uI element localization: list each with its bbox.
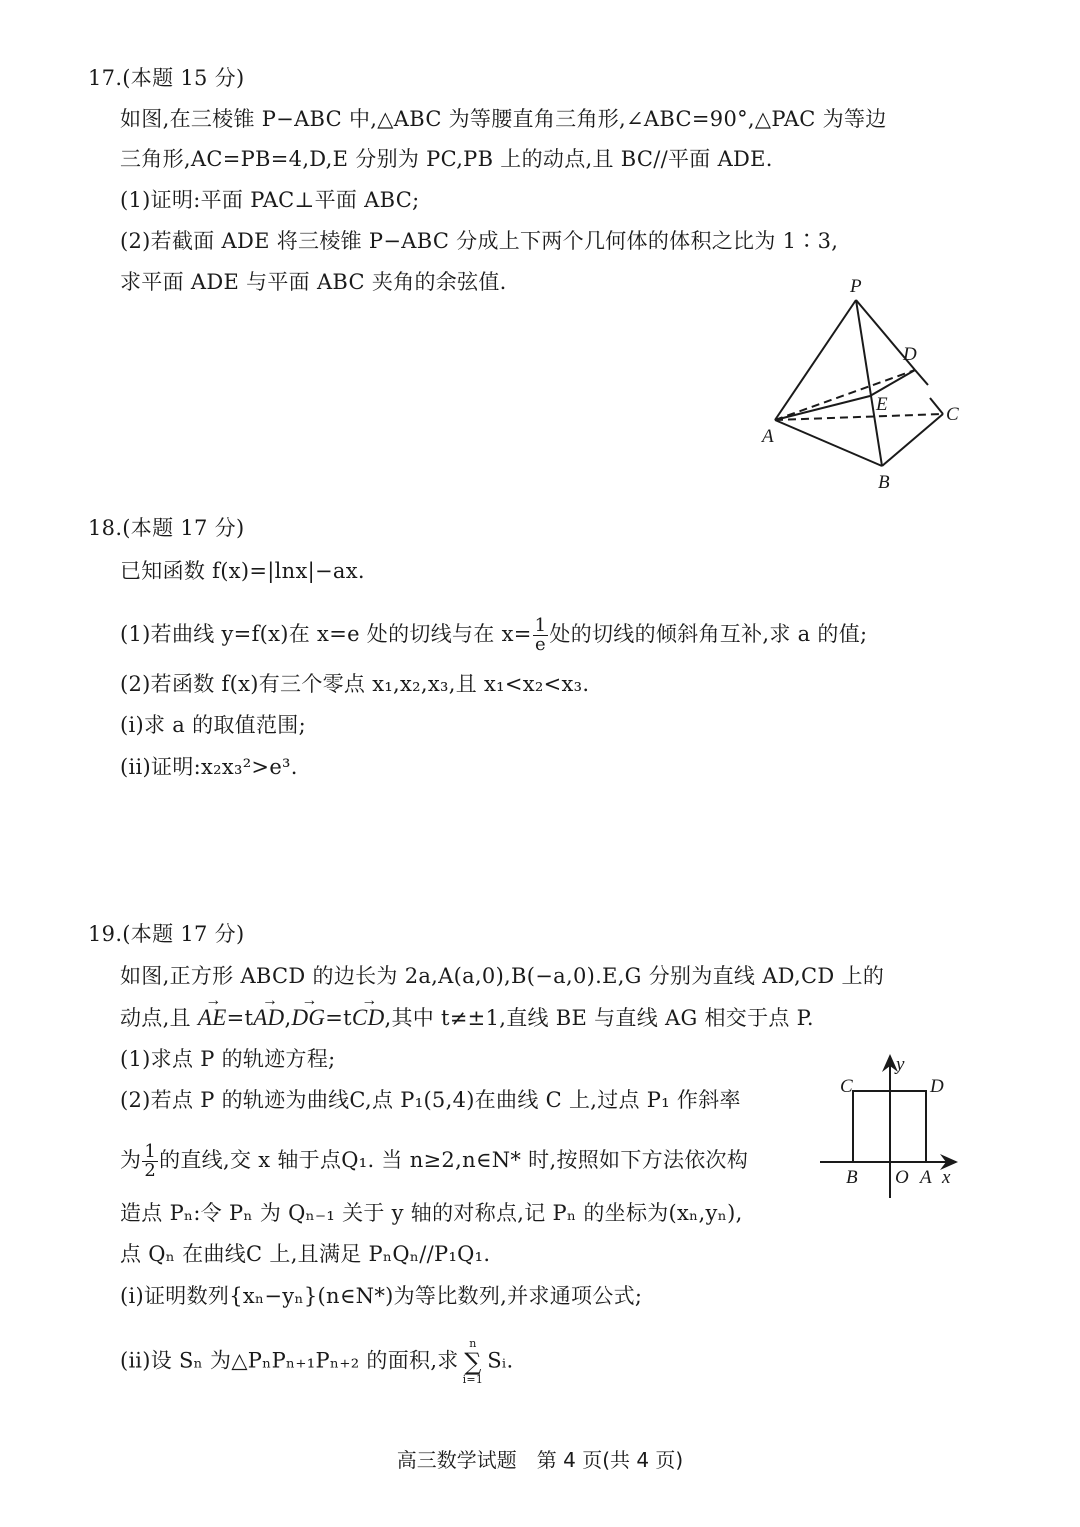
fraction-numerator: 1 bbox=[144, 1141, 157, 1162]
q17-subquestion-2: (2)若截面 ADE 将三棱锥 P−ABC 分成上下两个几何体的体积之比为 1∶3, bbox=[120, 229, 839, 253]
q17-heading: 17.(本题 15 分) bbox=[88, 66, 245, 90]
q19-subquestion-2-line3: 造点 Pₙ:令 Pₙ 为 Qₙ₋₁ 关于 y 轴的对称点,记 Pₙ 的坐标为(xₙ,yₙ), bbox=[120, 1201, 743, 1225]
label-C: C bbox=[946, 404, 959, 425]
square-coordinate-figure bbox=[810, 1040, 980, 1210]
q17-paragraph-line1: 如图,在三棱锥 P−ABC 中,△ABC 为等腰直角三角形,∠ABC=90°,△PAC 为等边 bbox=[120, 107, 887, 131]
label-E: E bbox=[876, 394, 888, 415]
q17-subquestion-1: (1)证明:平面 PAC⊥平面 ABC; bbox=[120, 188, 420, 212]
q18-subquestion-2i: (i)求 a 的取值范围; bbox=[120, 713, 306, 737]
q17-subquestion-2-cont: 求平面 ADE 与平面 ABC 夹角的余弦值. bbox=[120, 270, 507, 294]
q18-subquestion-2: (2)若函数 f(x)有三个零点 x₁,x₂,x₃,且 x₁<x₂<x₃. bbox=[120, 672, 590, 696]
tetrahedron-figure bbox=[750, 270, 980, 500]
q19-s2ii-post: Sᵢ. bbox=[487, 1348, 514, 1373]
q19-eq1: =t bbox=[226, 1006, 254, 1030]
q19-paragraph-line2 bbox=[120, 1004, 814, 1032]
label-B: B bbox=[846, 1167, 858, 1188]
edge-AB bbox=[775, 420, 882, 466]
fraction-denominator: e bbox=[535, 634, 546, 655]
vector-DG: → DG bbox=[291, 1004, 325, 1032]
q19-subquestion-2-line4: 点 Qₙ 在曲线C 上,且满足 PₙQₙ//P₁Q₁. bbox=[120, 1242, 491, 1266]
edge-DC-upper bbox=[915, 370, 928, 385]
label-y: y bbox=[896, 1054, 905, 1075]
q17-paragraph-line2: 三角形,AC=PB=4,D,E 分别为 PC,PB 上的动点,且 BC//平面 ADE. bbox=[120, 147, 773, 171]
label-P: P bbox=[850, 276, 862, 297]
q19-paragraph-line1: 如图,正方形 ABCD 的边长为 2a,A(a,0),B(−a,0).E,G 分别为直线 AD,CD 上的 bbox=[120, 964, 885, 988]
fraction-numerator: 1 bbox=[534, 615, 547, 636]
edge-AC-dashed bbox=[775, 414, 943, 420]
vector-CD: → CD bbox=[352, 1004, 385, 1032]
label-D: D bbox=[903, 344, 917, 365]
label-C: C bbox=[840, 1076, 853, 1097]
q18-subquestion-1 bbox=[120, 617, 867, 654]
sum-upper-limit: n bbox=[469, 1337, 477, 1350]
vector-AD: → AD bbox=[253, 1004, 284, 1032]
q19-subquestion-1: (1)求点 P 的轨迹方程; bbox=[120, 1047, 336, 1071]
q19-s2b-post: 的直线,交 x 轴于点Q₁. 当 n≥2,n∈N* 时,按照如下方法依次构 bbox=[159, 1148, 749, 1172]
sum-sigma: ∑ bbox=[464, 1348, 482, 1376]
q18-subquestion-2ii: (ii)证明:x₂x₃²>e³. bbox=[120, 755, 298, 779]
edge-AD-dashed bbox=[775, 370, 915, 420]
edge-DC-lower bbox=[930, 398, 943, 414]
edge-BC bbox=[882, 414, 943, 466]
label-A: A bbox=[920, 1167, 932, 1188]
sum-lower-limit: i=1 bbox=[462, 1373, 484, 1386]
fraction-denominator: 2 bbox=[144, 1160, 157, 1181]
label-O: O bbox=[895, 1167, 909, 1188]
q19-p2-pre: 动点,且 bbox=[120, 1006, 198, 1030]
fraction-1-over-e bbox=[533, 617, 549, 654]
label-B: B bbox=[878, 472, 890, 493]
vector-AE: → AE bbox=[198, 1004, 227, 1032]
label-A: A bbox=[762, 426, 774, 447]
q19-subquestion-2-line2 bbox=[120, 1143, 748, 1180]
fraction-1-over-2 bbox=[142, 1143, 158, 1180]
q19-subquestion-2-line1: (2)若点 P 的轨迹为曲线C,点 P₁(5,4)在曲线 C 上,过点 P₁ 作斜率 bbox=[120, 1088, 741, 1112]
q18-s1-text-post: 处的切线的倾斜角互补,求 a 的值; bbox=[549, 622, 868, 646]
q19-s2b-pre: 为 bbox=[120, 1148, 142, 1172]
q18-heading: 18.(本题 17 分) bbox=[88, 516, 245, 540]
q19-subquestion-2ii bbox=[120, 1338, 513, 1386]
q18-s1-text-pre: (1)若曲线 y=f(x)在 x=e 处的切线与在 x= bbox=[120, 622, 532, 646]
q18-function-definition: 已知函数 f(x)=|lnx|−ax. bbox=[120, 559, 365, 583]
label-x: x bbox=[942, 1167, 951, 1188]
q19-comma: , bbox=[284, 1006, 292, 1030]
q19-p2-post: ,其中 t≠±1,直线 BE 与直线 AG 相交于点 P. bbox=[384, 1006, 814, 1030]
label-D: D bbox=[930, 1076, 944, 1097]
q19-s2ii-pre: (ⅱ)设 Sₙ 为△PₙPₙ₊₁Pₙ₊₂ 的面积,求 bbox=[120, 1348, 459, 1373]
q19-heading: 19.(本题 17 分) bbox=[88, 922, 245, 946]
summation-symbol bbox=[463, 1338, 484, 1386]
q19-eq2: =t bbox=[325, 1006, 352, 1030]
page-footer: 高三数学试题 第 4 页(共 4 页) bbox=[396, 1448, 684, 1472]
q19-subquestion-2i: (ⅰ)证明数列{xₙ−yₙ}(n∈N*)为等比数列,并求通项公式; bbox=[120, 1284, 643, 1308]
